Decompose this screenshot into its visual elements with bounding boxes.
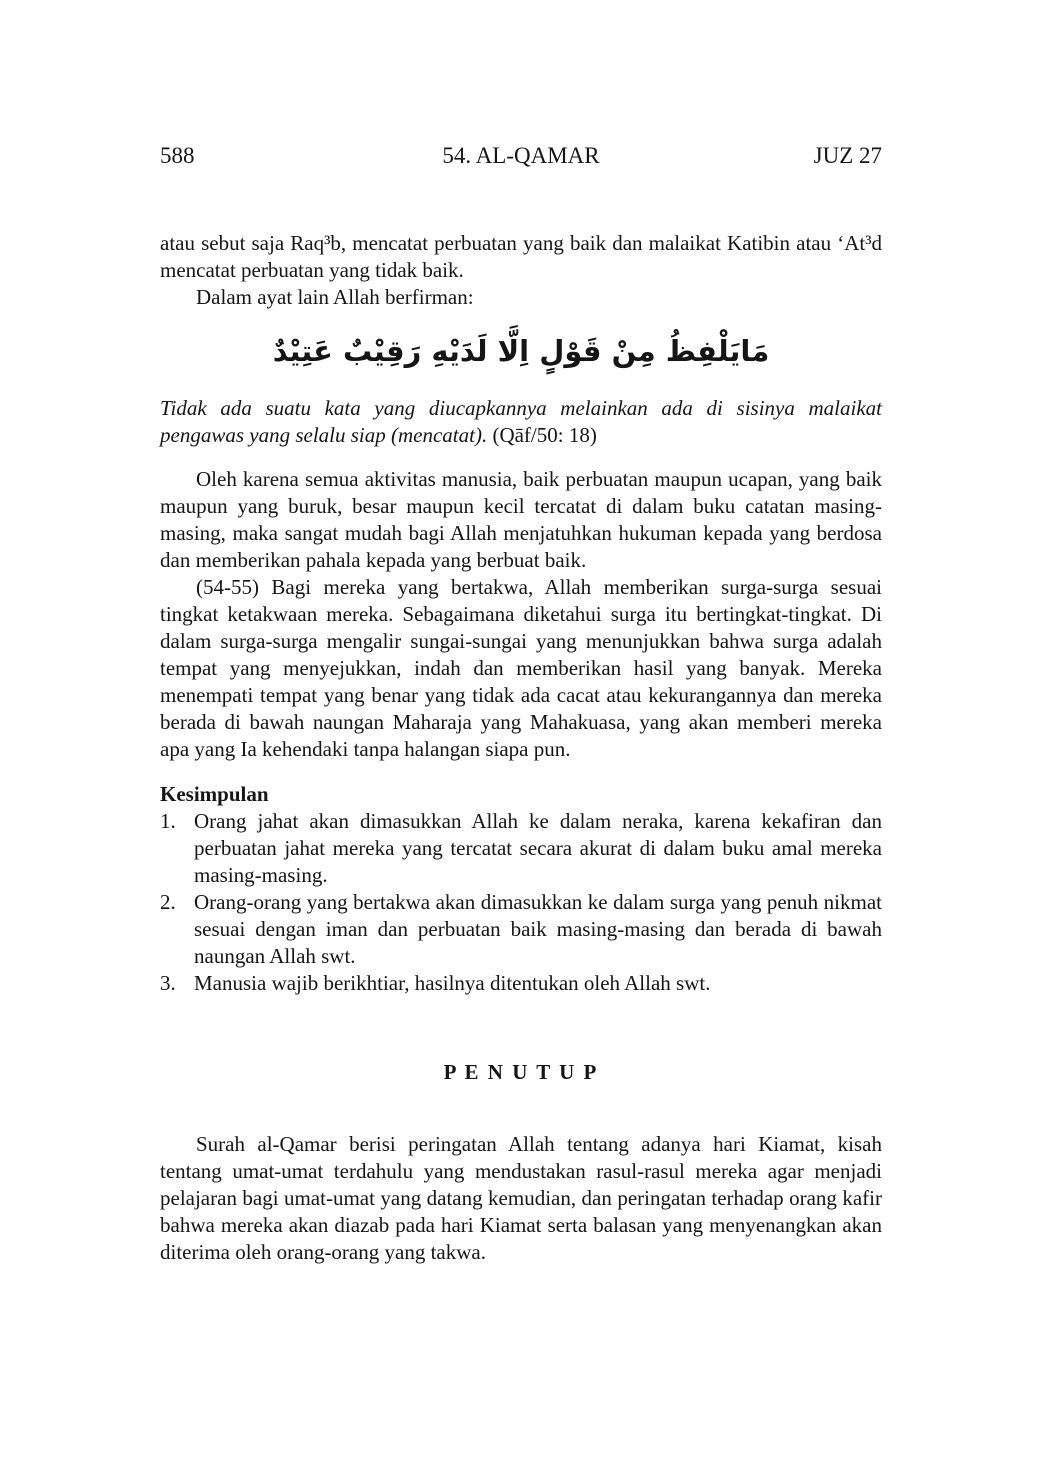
list-item: [160, 970, 882, 997]
page-number: 588: [160, 143, 195, 168]
page-header: [160, 142, 882, 170]
paragraph-54-55: (54-55) Bagi mereka yang bertakwa, Allah memberikan surga-surga sesuai tingkat ketakwaan mereka. Sebagaimana diketahui surga itu bertingkat-tingkat. Di dalam surga-surga mengalir sungai-sungai yang menunjukkan bahwa surga adalah tempat yang menyejukkan, indah dan memberikan hasil yang banyak. Mereka menempati tempat yang benar yang tidak ada cacat atau kekurangannya dan mereka berada di bawah naungan Maharaja yang Mahakuasa, yang akan memberi mereka apa yang Ia kehendaki tanpa halangan siapa pun.: [160, 575, 882, 761]
penutup-paragraph: Surah al-Qamar berisi peringatan Allah tentang adanya hari Kiamat, kisah tentang umat-umat terdahulu yang mendustakan rasul-rasul mereka agar menjadi pelajaran bagi umat-umat yang datang kemudian, dan peringatan terhadap orang kafir bahwa mereka akan diazab pada hari Kiamat serta balasan yang menyenangkan akan diterima oleh orang-orang yang takwa.: [160, 1132, 882, 1264]
continuation-paragraph: atau sebut saja Raq³b, mencatat perbuatan yang baik dan malaikat Katibin atau ‘At³d mencatat perbuatan yang tidak baik.: [160, 231, 882, 282]
list-item-number: 3.: [160, 971, 176, 995]
penutup-heading: P E N U T U P: [443, 1060, 599, 1084]
kesimpulan-list: [160, 808, 882, 997]
list-item-number: 2.: [160, 890, 176, 914]
verse-reference: (Qāf/50: 18): [492, 423, 597, 447]
juz-label: JUZ 27: [813, 143, 883, 168]
verse-translation-paragraph: [160, 395, 882, 449]
list-item-text: Orang-orang yang bertakwa akan dimasukkan ke dalam surga yang penuh nikmat sesuai dengan iman dan perbuatan baik masing-masing dan berada di bawah naungan Allah swt.: [194, 890, 882, 968]
list-item-text: Manusia wajib berikhtiar, hasilnya ditentukan oleh Allah swt.: [194, 971, 711, 995]
list-item-number: 1.: [160, 809, 176, 833]
verse-intro-paragraph: Dalam ayat lain Allah berfirman:: [196, 285, 474, 309]
kesimpulan-heading: Kesimpulan: [160, 782, 269, 806]
list-item: [160, 808, 882, 889]
paragraph-oleh-karena: Oleh karena semua aktivitas manusia, baik perbuatan maupun ucapan, yang baik maupun yang buruk, besar maupun kecil tercatat di dalam buku catatan masing-masing, maka sangat mudah bagi Allah menjatuhkan hukuman kepada yang berdosa dan memberikan pahala kepada yang berbuat baik.: [160, 467, 882, 572]
surah-title: 54. AL-QAMAR: [442, 143, 600, 168]
list-item-text: Orang jahat akan dimasukkan Allah ke dalam neraka, karena kekafiran dan perbuatan jahat mereka yang tercatat secara akurat di dalam buku amal mereka masing-masing.: [194, 809, 882, 887]
page-content: [160, 142, 882, 1266]
list-item: [160, 889, 882, 970]
arabic-verse: مَايَلْفِظُ مِنْ قَوْلٍ اِلَّا لَدَيْهِ رَقِيْبٌ عَتِيْدٌ: [272, 334, 770, 368]
translation-italic-text: Tidak ada suatu kata yang diucapkannya melainkan ada di sisinya malaikat pengawas yang selalu siap (mencatat).: [160, 396, 882, 447]
